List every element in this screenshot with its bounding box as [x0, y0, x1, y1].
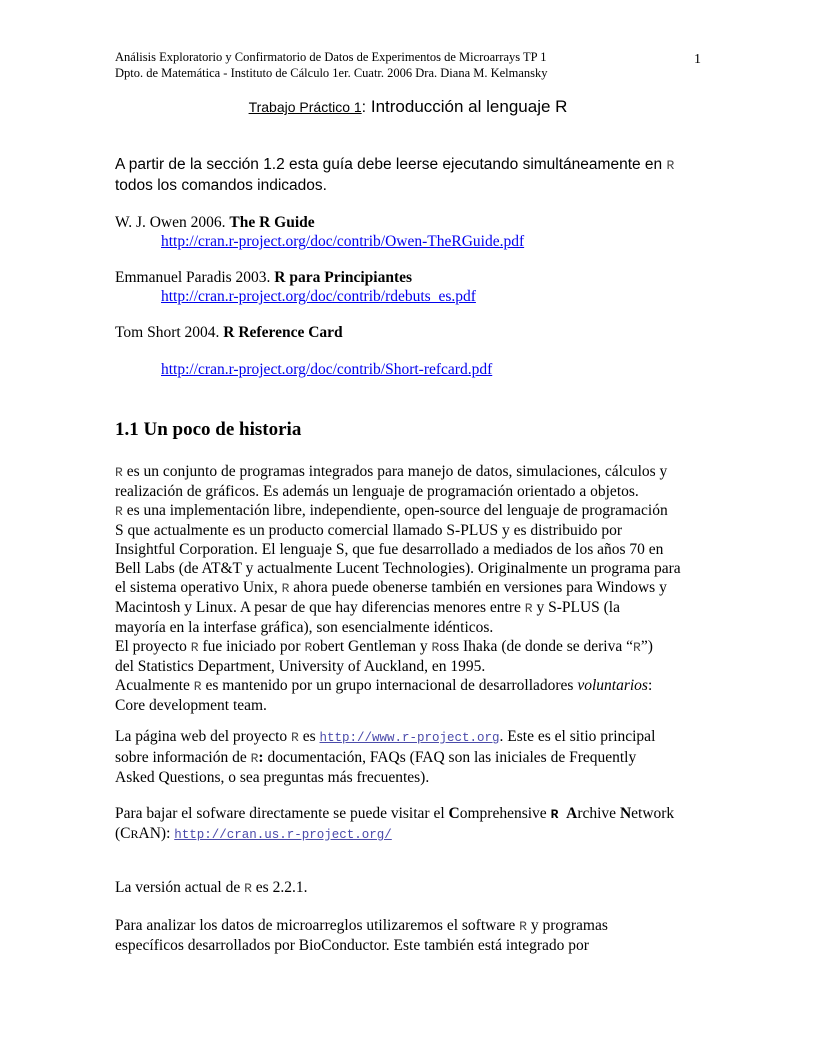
ref-title: The R Guide: [229, 214, 315, 231]
text: rchive: [577, 805, 620, 822]
ref-link-paradis[interactable]: http://cran.r-project.org/doc/contrib/rdebuts_es.pdf: [161, 288, 476, 305]
text: el sistema operativo Unix,: [115, 579, 282, 596]
r-symbol: R: [519, 919, 527, 934]
history-paragraph: [115, 462, 705, 715]
text: es: [298, 728, 320, 745]
r-symbol: R: [250, 751, 259, 766]
r-symbol: R: [244, 881, 252, 896]
text: y programas: [526, 917, 608, 934]
text: N: [619, 805, 632, 822]
ref-author: Emmanuel Paradis 2003.: [115, 269, 275, 286]
text: :: [258, 749, 264, 766]
text: Macintosh y Linux. A pesar de que hay diferencias menores entre: [115, 599, 525, 616]
cran-link[interactable]: http://cran.us.r-project.org/: [174, 828, 392, 842]
r-symbol: R: [550, 807, 559, 822]
reference-short: [115, 323, 705, 342]
text: La versión actual de: [115, 879, 245, 896]
reference-short-link: [115, 360, 705, 379]
text: C: [448, 805, 460, 822]
running-header-line2: Dpto. de Matemática - Instituto de Cálculo 1er. Cuatr. 2006 Dra. Diana M. Kelmansky: [115, 66, 548, 80]
text: ”): [640, 638, 653, 655]
text: (C: [115, 825, 131, 842]
text: omprehensive: [459, 805, 551, 822]
ref-author: Tom Short 2004.: [115, 324, 224, 341]
version-paragraph: [115, 878, 705, 898]
website-paragraph: [115, 727, 705, 787]
section-heading: 1.1 Un poco de historia: [115, 419, 302, 440]
text: mayoría en la interfase gráfica), son esencialmente idénticos.: [115, 619, 494, 636]
text: y S-PLUS (la: [532, 599, 620, 616]
r-symbol: R: [115, 504, 123, 519]
r-symbol: R: [524, 601, 533, 616]
bioconductor-paragraph: [115, 916, 705, 955]
r-symbol: R: [193, 679, 202, 694]
title-text: Introducción al lenguaje R: [366, 97, 568, 116]
text: AN):: [138, 825, 175, 842]
r-symbol: R: [666, 158, 675, 173]
intro-paragraph: [115, 155, 705, 196]
intro-text: A partir de la sección 1.2 esta guía debe leerse ejecutando simultáneamente en: [115, 156, 667, 173]
text: Insightful Corporation. El lenguaje S, que fue desarrollado a mediados de los años 70 en: [115, 541, 664, 558]
text: específicos desarrollados por BioConductor. Este también está integrado por: [115, 937, 589, 954]
text: :: [647, 677, 653, 694]
text: voluntarios: [577, 677, 648, 694]
text: A: [566, 805, 578, 822]
ref-title: R Reference Card: [223, 324, 343, 341]
text: R: [130, 827, 139, 841]
title-label: Trabajo Práctico 1: [248, 99, 362, 115]
r-symbol: R: [190, 640, 199, 655]
text: del Statistics Department, University of Auckland, en 1995.: [115, 658, 486, 675]
text: es una implementación libre, independiente, open-source del lenguaje de programación: [122, 502, 668, 519]
r-symbol: R: [115, 465, 123, 480]
r-symbol: R: [281, 581, 290, 596]
r-symbol: R: [291, 730, 299, 745]
text: oss Ihaka (de donde se deriva “: [439, 638, 634, 655]
ref-author: W. J. Owen 2006.: [115, 214, 230, 231]
ref-link-short[interactable]: http://cran.r-project.org/doc/contrib/Short-refcard.pdf: [161, 361, 493, 378]
text: documentación, FAQs (FAQ son las iniciales de Frequently: [263, 749, 637, 766]
text: La página web del proyecto: [115, 728, 292, 745]
r-symbol: R: [304, 640, 313, 655]
text: . Este es el sitio principal: [499, 728, 656, 745]
text: Bell Labs (de AT&T y actualmente Lucent Technologies). Originalmente un programa para: [115, 560, 681, 577]
text: etwork: [631, 805, 675, 822]
title-separator: :: [361, 99, 367, 116]
r-symbol: R: [633, 640, 641, 655]
page-number: 1: [694, 52, 701, 67]
text: El proyecto: [115, 638, 191, 655]
text: S que actualmente es un producto comercial llamado S-PLUS y es distribuido por: [115, 522, 623, 539]
reference-paradis: [115, 268, 705, 306]
r-symbol: R: [431, 640, 440, 655]
cran-paragraph: [115, 804, 705, 845]
ref-title: R para Principiantes: [274, 269, 413, 286]
text: es mantenido por un grupo internacional de desarrolladores: [201, 677, 578, 694]
text: sobre información de: [115, 749, 251, 766]
reference-owen: [115, 213, 705, 251]
text: Acualmente: [115, 677, 194, 694]
text: obert Gentleman y: [312, 638, 432, 655]
ref-link-owen[interactable]: http://cran.r-project.org/doc/contrib/Owen-TheRGuide.pdf: [161, 233, 525, 250]
intro-text-2: todos los comandos indicados.: [115, 177, 327, 194]
r-project-link[interactable]: http://www.r-project.org: [319, 731, 500, 745]
text: realización de gráficos. Es además un lenguaje de programación orientado a objetos.: [115, 483, 639, 500]
text: Para bajar el sofware directamente se puede visitar el: [115, 805, 449, 822]
text: es 2.2.1.: [251, 879, 308, 896]
text: ahora puede obenerse también en versiones para Windows y: [289, 579, 667, 596]
text: Core development team.: [115, 697, 267, 714]
text: Asked Questions, o sea preguntas más frecuentes).: [115, 769, 430, 786]
text: fue iniciado por: [198, 638, 305, 655]
running-header-line1: Análisis Exploratorio y Confirmatorio de Datos de Experimentos de Microarrays TP 1: [115, 50, 547, 64]
text: es un conjunto de programas integrados para manejo de datos, simulaciones, cálculos y: [122, 463, 668, 480]
text: Para analizar los datos de microarreglos utilizaremos el software: [115, 917, 520, 934]
page-title: [0, 97, 816, 117]
